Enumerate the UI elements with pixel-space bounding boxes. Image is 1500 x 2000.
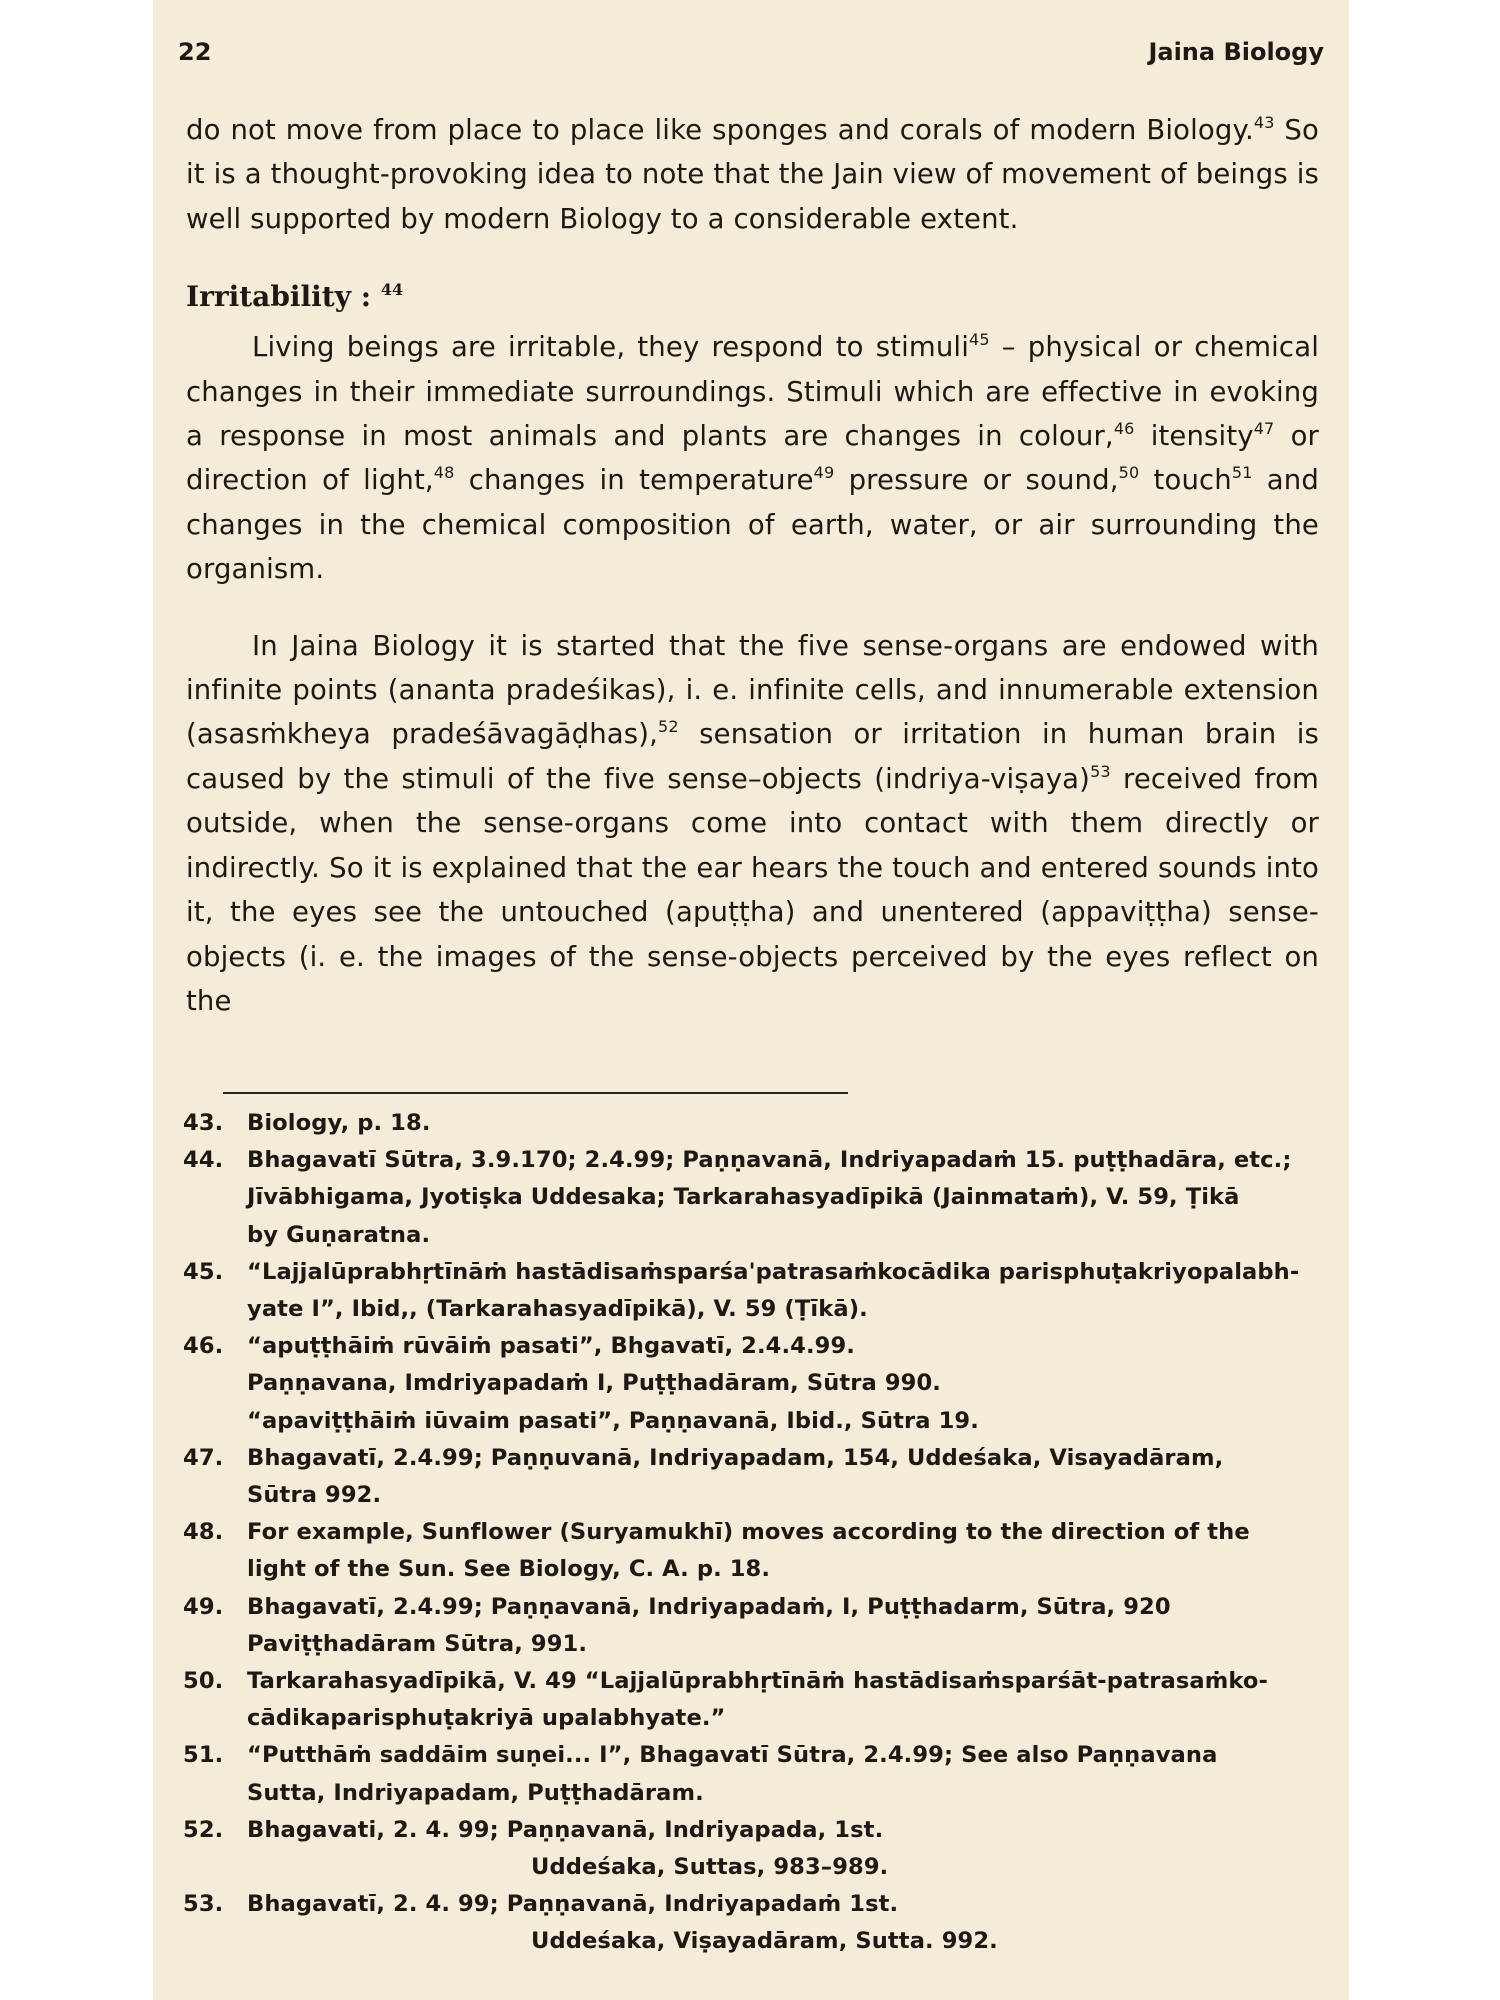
footnote-ref-46: 46 xyxy=(1113,419,1135,439)
footnote-divider xyxy=(223,1092,848,1094)
section-heading-irritability: Irritability : $^{44}$ xyxy=(186,280,404,314)
footnote-number: 53. xyxy=(183,1891,224,1918)
footnotes xyxy=(183,1105,1331,1961)
footnote-ref-47: 47 xyxy=(1253,419,1275,439)
paragraph-irritability: Living beings are irritable, they respond to stimuli$^{45}$ – physical or chemical changes in their immediate surroundings. Stimuli which are effective in evoking a response in most animals and plants are changes in colour,$^{46}$ itensity$^{47}$ or direction of light,$^{48}$ changes in temperature$^{49}$ pressure or sound,$^{50}$ touch$^{51}$ and changes in the chemical composition of earth, water, or air surrounding the organism. xyxy=(186,330,1319,586)
footnote-ref-53: 53 xyxy=(1090,761,1111,781)
paragraph-sense-organs: In Jaina Biology it is started that the five sense-organs are endowed with infinite points (ananta pradeśikas), i. e. infinite cells, and innumerable extension (asasṁkheya pradeśāvagāḍhas),$^{52}$ sensation or irritation in human brain is caused by the stimuli of the five sense–objects (indriya-viṣaya)$^{53}$ received from outside, when the sense-organs come into contact with them directly or indirectly. So it is explained that the ear hears the touch and entered sounds into it, the eyes see the untouched (apuṭṭha) and unentered (appaviṭṭha) sense-objects (i. e. the images of the sense-objects perceived by the eyes reflect on the xyxy=(186,629,1320,1017)
main-text xyxy=(186,108,1319,1023)
footnote-ref-51: 51 xyxy=(1231,463,1253,483)
footnote-number: 44. xyxy=(183,1147,224,1174)
footnote-number: 51. xyxy=(183,1742,224,1769)
footnote-number: 49. xyxy=(183,1593,224,1620)
footnote-45: 45. “Lajjalūprabhṛtīnāṁ hastādisaṁsparśa'patrasaṁkocādika parisphuṭakriyopalabh- yate I”, Ibid,, (Tarkarahasyadīpikā), V. 59 (Ṭīkā). xyxy=(183,1254,1331,1328)
footnote-ref-44: 44 xyxy=(380,280,404,300)
footnote-number: 46. xyxy=(183,1333,224,1360)
footnote-46: 46. “apuṭṭhāiṁ rūvāiṁ pasati”, Bhgavatī, 2.4.4.99. Paṇṇavana, Imdriyapadaṁ I, Puṭṭhadāram, Sūtra 990. “apaviṭṭhāiṁ iūvaim pasati”, Paṇṇavanā, Ibid., Sūtra 19. xyxy=(183,1328,1331,1440)
footnote-number: 43. xyxy=(183,1110,224,1136)
footnote-44: 44. Bhagavatī Sūtra, 3.9.170; 2.4.99; Paṇṇavanā, Indriyapadaṁ 15. puṭṭhadāra, etc.; Jīvābhigama, Jyotiṣka Uddesaka; Tarkarahasyadīpikā (Jainmataṁ), V. 59, Ṭikā by Guṇaratna. xyxy=(183,1142,1331,1254)
footnote-number: 50. xyxy=(183,1668,224,1695)
footnote-number: 52. xyxy=(183,1816,224,1843)
footnote-ref-43: 43 xyxy=(1253,113,1275,132)
footnote-53: 53. Bhagavatī, 2. 4. 99; Paṇṇavanā, Indriyapadaṁ 1st. Uddeśaka, Viṣayadāram, Sutta. 992. xyxy=(183,1886,1331,1960)
footnote-48: 48. For example, Sunflower (Suryamukhī) moves according to the direction of the light of the Sun. See Biology, C. A. p. 18. xyxy=(183,1514,1331,1588)
paragraph-movement: do not move from place to place like sponges and corals of modern Biology.$^{43}$ So it is a thought-provoking idea to note that the Jain view of movement of beings is well supported by modern Biology to a considerable extent. xyxy=(186,113,1319,235)
book-page xyxy=(153,0,1349,2000)
footnote-number: 48. xyxy=(183,1519,224,1546)
footnote-ref-45: 45 xyxy=(969,330,990,350)
page-number: 22 xyxy=(178,38,212,66)
footnote-47: 47. Bhagavatī, 2.4.99; Paṇṇuvanā, Indriyapadam, 154, Uddeśaka, Visayadāram, Sūtra 992. xyxy=(183,1440,1331,1514)
footnote-number: 47. xyxy=(183,1444,224,1471)
running-head: Jaina Biology xyxy=(1148,38,1324,66)
footnote-ref-50: 50 xyxy=(1118,463,1140,483)
footnote-51: 51. “Putthāṁ saddāim suṇei... I”, Bhagavatī Sūtra, 2.4.99; See also Paṇṇavana Sutta, Indriyapadam, Puṭṭhadāram. xyxy=(183,1737,1331,1811)
footnote-50: 50. Tarkarahasyadīpikā, V. 49 “Lajjalūprabhṛtīnāṁ hastādisaṁsparśāt-patrasaṁko- cādikaparisphuṭakriyā upalabhyate.” xyxy=(183,1663,1331,1737)
footnote-49: 49. Bhagavatī, 2.4.99; Paṇṇavanā, Indriyapadaṁ, I, Puṭṭhadarm, Sūtra, 920 Paviṭṭhadāram Sūtra, 991. xyxy=(183,1589,1331,1663)
footnote-52: 52. Bhagavati, 2. 4. 99; Paṇṇavanā, Indriyapada, 1st. Uddeśaka, Suttas, 983–989. xyxy=(183,1812,1331,1886)
footnote-ref-49: 49 xyxy=(813,463,835,483)
footnote-43: 43. Biology, p. 18. xyxy=(183,1105,1331,1142)
page-header xyxy=(178,38,1324,74)
footnote-ref-48: 48 xyxy=(433,463,455,483)
footnote-number: 45. xyxy=(183,1258,224,1285)
footnote-ref-52: 52 xyxy=(658,717,679,737)
